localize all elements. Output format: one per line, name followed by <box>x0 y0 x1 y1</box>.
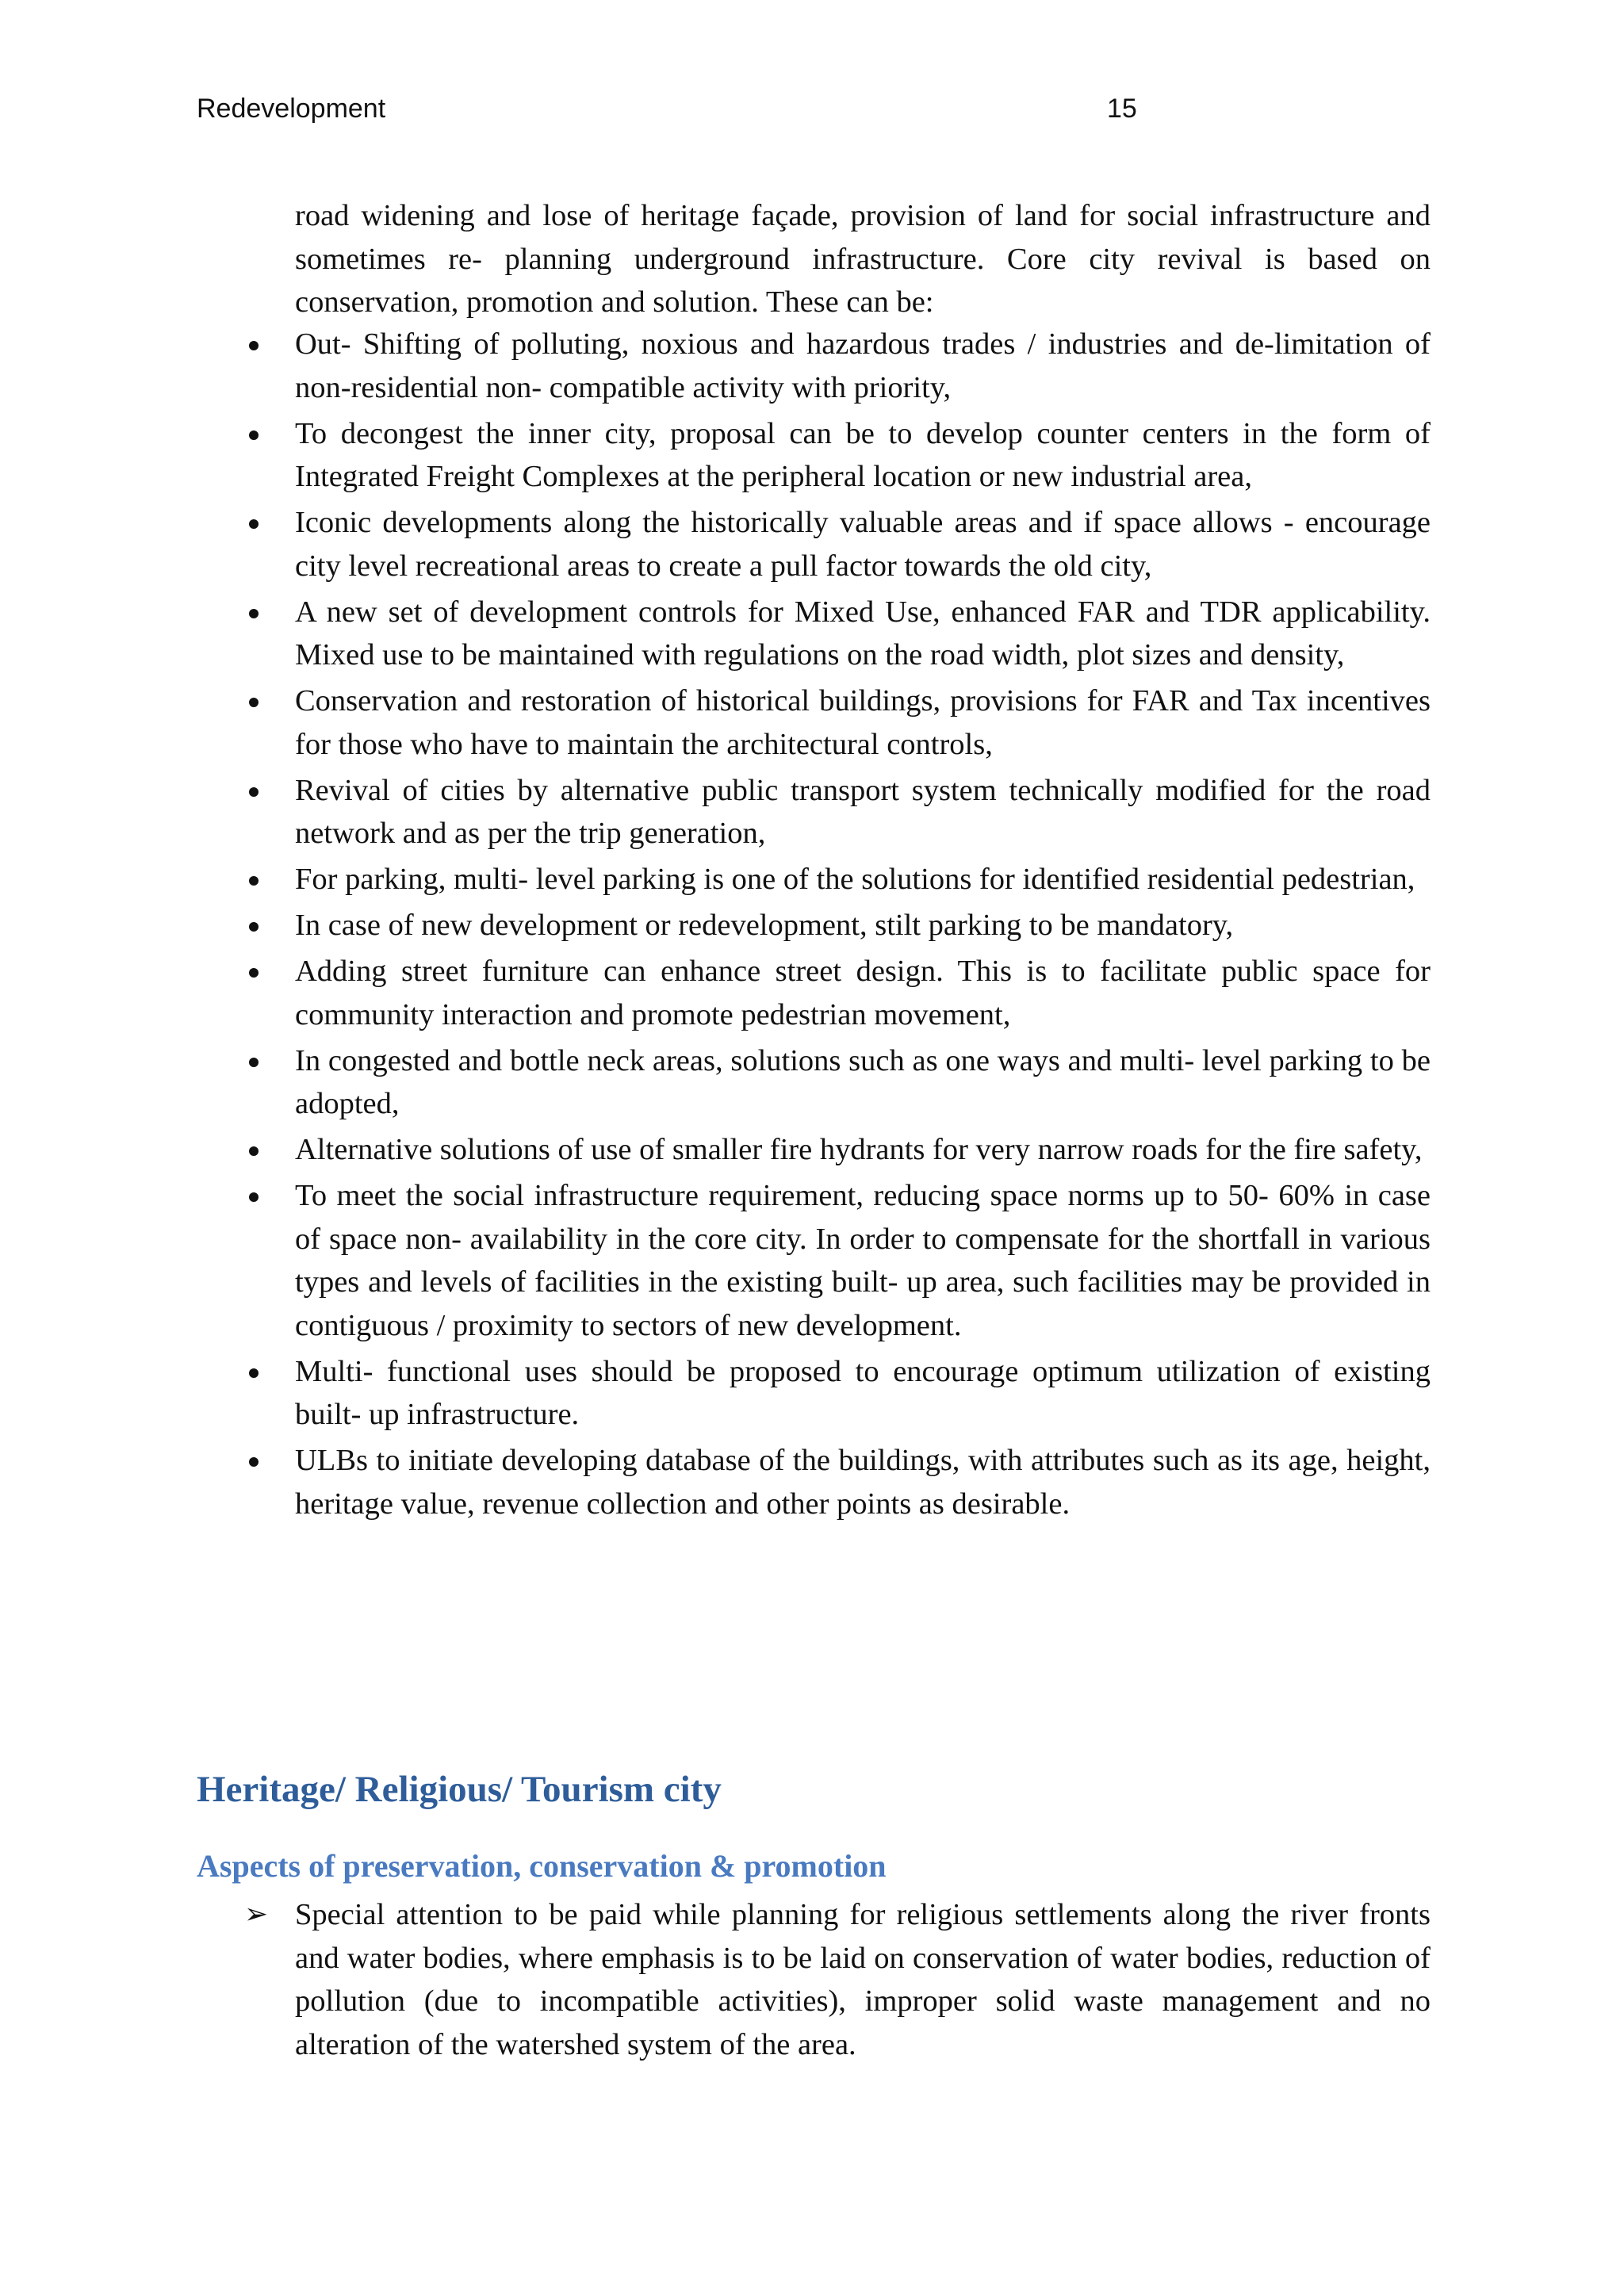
bullet-item <box>238 904 1431 947</box>
running-header <box>197 94 1331 124</box>
bullet-item <box>238 412 1431 499</box>
bullet-item <box>238 323 1431 409</box>
bullet-text: A new set of development controls for Mixed Use, enhanced FAR and TDR applicability. Mixed use to be maintained with regulations on the road width, plot sizes and density, <box>295 595 1431 672</box>
bullet-item <box>238 1439 1431 1525</box>
section-heading: Heritage/ Religious/ Tourism city <box>197 1769 722 1810</box>
bullet-dot-icon <box>249 1146 259 1156</box>
bullet-item <box>238 1128 1431 1172</box>
intro-paragraph: road widening and lose of heritage façade, provision of land for social infrastructure and sometimes re- planning underground infrastructure. Core city revival is based on conservation, promotion and solution. These can be: <box>295 199 1431 319</box>
bullet-text: Revival of cities by alternative public transport system technically modified for the road network and as per the trip generation, <box>295 773 1431 850</box>
bullet-list <box>238 323 1431 1529</box>
bullet-text: To decongest the inner city, proposal can be to develop counter centers in the form of Integrated Freight Complexes at the peripheral location or new industrial area, <box>295 416 1431 493</box>
bullet-dot-icon <box>249 1457 259 1467</box>
bullet-text: To meet the social infrastructure requirement, reducing space norms up to 50- 60% in case of space non- availability in the core city. In order to compensate for the shortfall in various types and levels of facilities in the existing built- up area, such facilities may be provided in contiguous / proximity to sectors of new development. <box>295 1179 1431 1342</box>
bullet-dot-icon <box>249 609 259 618</box>
bullet-dot-icon <box>249 787 259 797</box>
bullet-dot-icon <box>249 1058 259 1067</box>
bullet-text: Out- Shifting of polluting, noxious and hazardous trades / industries and de-limitation of non-residential non- compatible activity with priority, <box>295 327 1431 404</box>
bullet-dot-icon <box>249 1368 259 1378</box>
bullet-item <box>238 501 1431 587</box>
bullet-item <box>238 679 1431 766</box>
arrow-list <box>238 1893 1431 2066</box>
bullet-item <box>238 1174 1431 1347</box>
bullet-text: In case of new development or redevelopment, stilt parking to be mandatory, <box>295 909 1234 942</box>
bullet-dot-icon <box>249 876 259 886</box>
bullet-item <box>238 1350 1431 1437</box>
bullet-text: Conservation and restoration of historical buildings, provisions for FAR and Tax incentives for those who have to maintain the architectural controls, <box>295 684 1431 761</box>
arrow-item <box>238 1893 1431 2066</box>
bullet-item <box>238 769 1431 855</box>
bullet-dot-icon <box>249 430 259 440</box>
bullet-dot-icon <box>249 968 259 978</box>
bullet-text: In congested and bottle neck areas, solutions such as one ways and multi- level parking to be adopted, <box>295 1043 1431 1120</box>
arrow-bullet-icon: ➢ <box>244 1898 269 1931</box>
bullet-dot-icon <box>249 922 259 932</box>
bullet-item <box>238 950 1431 1036</box>
arrow-item-text: Special attention to be paid while planning for religious settlements along the river fronts and water bodies, where emphasis is to be laid on conservation of water bodies, reduction of pollution (due to incompatible activities), improper solid waste management and no alteration of the watershed system of the area. <box>295 1898 1431 2061</box>
bullet-dot-icon <box>249 1192 259 1202</box>
bullet-text: Iconic developments along the historically valuable areas and if space allows - encourage city level recreational areas to create a pull factor towards the old city, <box>295 506 1431 583</box>
bullet-dot-icon <box>249 341 259 350</box>
bullet-dot-icon <box>249 698 259 707</box>
bullet-text: ULBs to initiate developing database of the buildings, with attributes such as its age, height, heritage value, revenue collection and other points as desirable. <box>295 1444 1431 1521</box>
bullet-text: Adding street furniture can enhance street design. This is to facilitate public space for community interaction and promote pedestrian movement, <box>295 955 1431 1031</box>
header-title: Redevelopment <box>197 94 386 124</box>
bullet-item <box>238 591 1431 677</box>
subsection-heading: Aspects of preservation, conservation & promotion <box>197 1848 887 1884</box>
bullet-dot-icon <box>249 519 259 529</box>
bullet-text: Multi- functional uses should be proposed to encourage optimum utilization of existing built- up infrastructure. <box>295 1354 1431 1431</box>
bullet-text: For parking, multi- level parking is one of the solutions for identified residential pedestrian, <box>295 863 1415 896</box>
bullet-item <box>238 858 1431 901</box>
bullet-text: Alternative solutions of use of smaller fire hydrants for very narrow roads for the fire safety, <box>295 1133 1423 1166</box>
bullet-item <box>238 1039 1431 1126</box>
page-number: 15 <box>1107 94 1137 124</box>
